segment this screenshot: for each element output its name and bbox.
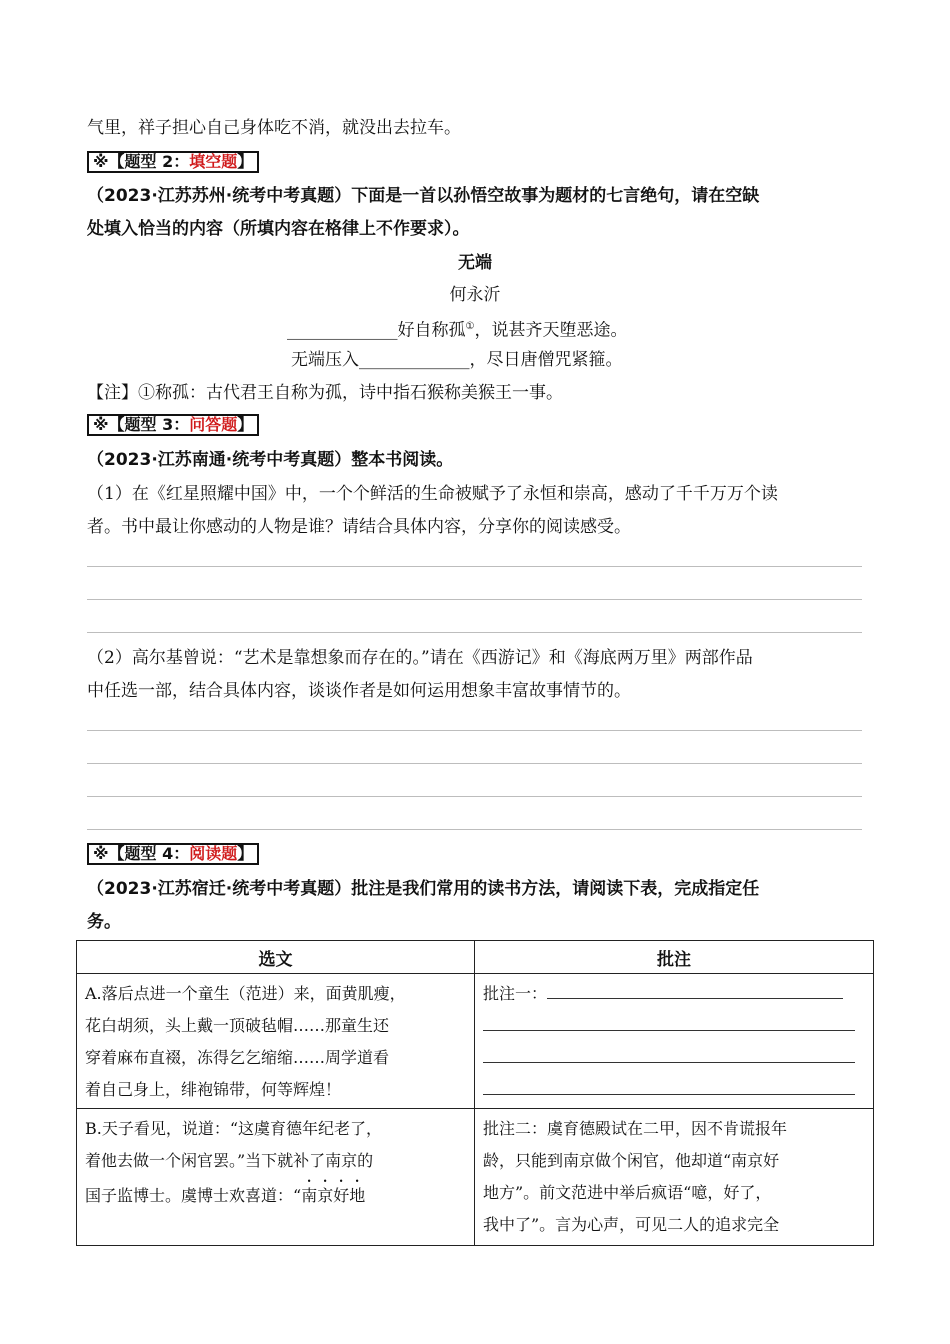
answer-line[interactable] bbox=[87, 632, 862, 633]
row-a-note-cell bbox=[475, 974, 874, 1109]
section-2-question-line-1: （2023·江苏苏州·统考中考真题）下面是一首以孙悟空故事为题材的七言绝句，请在空缺 bbox=[87, 186, 760, 206]
row-a-note-line bbox=[483, 1074, 865, 1106]
row-b-note-line: 我中了”。言为心声，可见二人的追求完全 bbox=[483, 1215, 780, 1234]
section-3-suffix: 】 bbox=[237, 415, 254, 434]
section-3-heading bbox=[87, 414, 259, 436]
poem-line-1-text: 好自称孤 bbox=[397, 320, 466, 341]
answer-line[interactable] bbox=[87, 599, 862, 600]
row-b-note-line: 地方”。前文范进中举后疯语“噫，好了， bbox=[483, 1183, 772, 1202]
answer-line[interactable] bbox=[87, 796, 862, 797]
poem-author: 何永沂 bbox=[449, 285, 501, 305]
poem-line-2 bbox=[291, 350, 623, 370]
poem-line-1 bbox=[287, 317, 627, 341]
section-4-type: 阅读题 bbox=[189, 844, 238, 863]
poem-line-2-tail: ，尽日唐僧咒紧箍。 bbox=[469, 350, 623, 370]
section-3-question-line-1: （2023·江苏南通·统考中考真题）整本书阅读。 bbox=[87, 450, 454, 470]
row-a-note-line bbox=[483, 1042, 865, 1074]
note-blank-line[interactable] bbox=[483, 1042, 855, 1063]
poem-line-1-blank[interactable]: _____________ bbox=[287, 320, 398, 341]
table-row bbox=[77, 974, 874, 1109]
poem-note: 【注】①称孤：古代君王自称为孤，诗中指石猴称美猴王一事。 bbox=[87, 383, 563, 403]
row-b-note-line: 批注二：虞育德殿试在二甲，因不肯谎报年 bbox=[483, 1119, 788, 1138]
row-a-text-cell bbox=[77, 974, 475, 1109]
table-row bbox=[77, 1109, 874, 1246]
poem-line-2-head: 无端压入 bbox=[291, 350, 359, 370]
poem-line-2-blank[interactable]: _____________ bbox=[359, 350, 470, 370]
section-3-type: 问答题 bbox=[189, 415, 238, 434]
section-2-prefix: ※【题型 2： bbox=[93, 152, 190, 171]
row-a-note-line-1 bbox=[483, 978, 865, 1010]
section-2-question-line-2: 处填入恰当的内容（所填内容在格律上不作要求）。 bbox=[87, 219, 470, 239]
row-b-text-head: 国子监博士。虞博士欢喜道：“ bbox=[85, 1186, 302, 1205]
row-b-text-cell bbox=[77, 1109, 475, 1246]
row-a-text-line: 着自己身上，绯袍锦带，何等辉煌！ bbox=[85, 1080, 342, 1099]
row-b-note-cell bbox=[475, 1109, 874, 1246]
sub-question-2-line-1: （2）高尔基曾说：“艺术是靠想象而存在的。”请在《西游记》和《海底两万里》两部作品 bbox=[87, 648, 753, 668]
section-4-prefix: ※【题型 4： bbox=[93, 844, 190, 863]
sub-question-1-line-2: 者。书中最让你感动的人物是谁？请结合具体内容，分享你的阅读感受。 bbox=[87, 517, 631, 537]
section-2-type: 填空题 bbox=[189, 152, 238, 171]
section-4-suffix: 】 bbox=[237, 844, 254, 863]
table-header-row bbox=[77, 941, 874, 974]
section-4-question-line-1: （2023·江苏宿迁·统考中考真题）批注是我们常用的读书方法，请阅读下表，完成指定任 bbox=[87, 879, 760, 899]
footnote-marker: ① bbox=[465, 321, 475, 332]
table-header-note: 批注 bbox=[475, 941, 874, 974]
poem-line-1-tail: ，说甚齐天堕恶途。 bbox=[474, 320, 628, 341]
annotation-table bbox=[76, 940, 874, 1246]
note-blank-line[interactable] bbox=[483, 1010, 855, 1031]
table-header-text: 选文 bbox=[77, 941, 475, 974]
section-2-heading bbox=[87, 151, 259, 173]
answer-line[interactable] bbox=[87, 763, 862, 764]
intro-line: 气里，祥子担心自己身体吃不消，就没出去拉车。 bbox=[87, 118, 461, 138]
sub-question-2-line-2: 中任选一部，结合具体内容，谈谈作者是如何运用想象丰富故事情节的。 bbox=[87, 681, 631, 701]
row-b-emphasis: 南京好地 bbox=[301, 1186, 366, 1205]
section-4-heading bbox=[87, 843, 259, 865]
answer-line[interactable] bbox=[87, 829, 862, 830]
row-b-text-line: B.天子看见，说道：“这虞育德年纪老了， bbox=[85, 1119, 383, 1138]
row-b-text-line: 着他去做一个闲官罢。”当下就补了南京的 bbox=[85, 1151, 374, 1170]
poem-title: 无端 bbox=[458, 253, 492, 273]
note-blank-line[interactable] bbox=[483, 1074, 855, 1095]
note-1-blank[interactable] bbox=[547, 978, 843, 999]
note-1-label: 批注一： bbox=[483, 984, 548, 1003]
row-a-text-line: A.落后点进一个童生（范进）来，面黄肌瘦， bbox=[85, 984, 406, 1003]
row-a-note-line bbox=[483, 1010, 865, 1042]
row-a-text-line: 花白胡须，头上戴一顶破毡帽……那童生还 bbox=[85, 1016, 390, 1035]
section-3-prefix: ※【题型 3： bbox=[93, 415, 190, 434]
row-b-text-line bbox=[85, 1177, 466, 1212]
section-4-question-line-2: 务。 bbox=[87, 912, 121, 932]
section-2-suffix: 】 bbox=[237, 152, 254, 171]
row-a-text-line: 穿着麻布直裰，冻得乞乞缩缩……周学道看 bbox=[85, 1048, 390, 1067]
answer-line[interactable] bbox=[87, 730, 862, 731]
row-b-note-line: 龄，只能到南京做个闲官，他却道“南京好 bbox=[483, 1151, 780, 1170]
sub-question-1-line-1: （1）在《红星照耀中国》中，一个个鲜活的生命被赋予了永恒和崇高，感动了千千万万个读 bbox=[87, 484, 778, 504]
answer-line[interactable] bbox=[87, 566, 862, 567]
